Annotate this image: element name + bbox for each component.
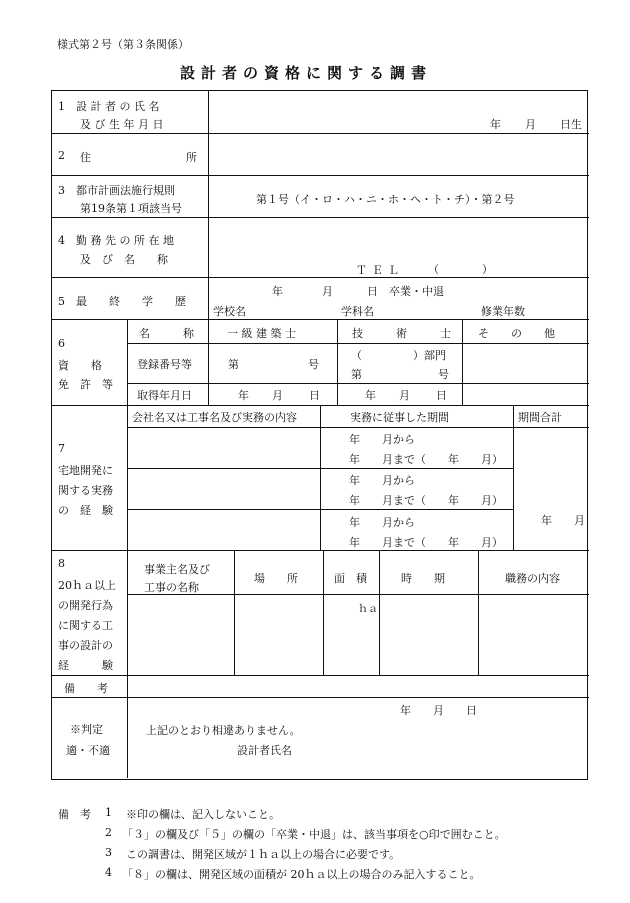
- signer-name-label: 設計者氏名: [237, 744, 292, 757]
- large-dev-label-1: 20ｈａ以上: [58, 579, 116, 592]
- address-input-area[interactable]: [212, 137, 582, 171]
- name-birthdate-label-2: 及 び 生 年 月 日: [80, 118, 164, 131]
- period-from-1: 年 月から: [349, 433, 415, 446]
- note-1-text: ※印の欄は、記入しないこと。: [126, 808, 280, 821]
- period-from-3: 年 月から: [349, 516, 415, 529]
- workplace-label-2: 及 び 名 称: [80, 253, 168, 266]
- department-open-paren: （: [351, 349, 362, 362]
- acq-day-1: 日: [309, 389, 320, 402]
- regulation-value[interactable]: 第１号（イ・ロ・ハ・ニ・ホ・ヘ・ト・チ）・第２号: [256, 193, 515, 206]
- acq-month-2: 月: [399, 389, 410, 402]
- name-input-area[interactable]: [212, 96, 482, 130]
- acq-year-1: 年: [238, 389, 249, 402]
- area-header: 面 積: [334, 572, 367, 585]
- name-birthdate-label: 1 設 計 者 の 氏 名: [58, 100, 160, 113]
- large-dev-label-3: に関する工: [58, 619, 113, 632]
- client-header-2: 工事の名称: [144, 581, 199, 594]
- registration-label: 登録番号等: [137, 358, 192, 371]
- note-2-text: 「３」の欄及び「５」の欄の「卒業・中退」は、該当事項を○印で囲むこと。: [122, 828, 506, 841]
- regulation-label-2: 第19条第１項該当号: [80, 202, 182, 215]
- license-label-b: 免 許 等: [58, 378, 113, 391]
- large-dev-label-2: の開発行為: [58, 599, 113, 612]
- signer-name-input[interactable]: [300, 738, 570, 758]
- tel-open-paren: （: [428, 263, 439, 276]
- study-years-label: 修業年数: [481, 305, 525, 318]
- school-name-label: 学校名: [213, 305, 246, 318]
- declaration-statement: 上記のとおり相違ありません。: [146, 724, 301, 737]
- department-close-paren: ）部門: [413, 349, 446, 362]
- total-period-value: 年 月: [541, 514, 585, 527]
- license-label-a: 資 格: [58, 359, 102, 372]
- page-title: 設計者の資格に関する調書: [180, 64, 433, 82]
- acq-month-1: 月: [272, 389, 283, 402]
- address-label-a: 住: [80, 151, 91, 164]
- birth-year-unit: 年: [490, 118, 501, 131]
- grad-status[interactable]: 日 卒業・中退: [367, 285, 444, 298]
- kenchikushi-header: 一 級 建 築 士: [227, 327, 296, 340]
- acq-day-2: 日: [436, 389, 447, 402]
- period-from-2: 年 月から: [349, 474, 415, 487]
- form-number: 様式第２号（第３条関係）: [57, 38, 189, 51]
- judgement-label: ※判定: [70, 723, 103, 736]
- department-label: 学科名: [341, 305, 374, 318]
- period-to-1: 年 月まで（ 年 月）: [349, 453, 503, 466]
- registration-dai: 第: [228, 358, 239, 371]
- workplace-label: 4 勤 務 先 の 所 在 地: [58, 234, 174, 247]
- license-number: 6: [58, 337, 65, 350]
- acq-year-2: 年: [365, 389, 376, 402]
- engineer-go: 号: [438, 368, 449, 381]
- regulation-label: 3 都市計画法施行規則: [58, 184, 175, 197]
- other-license-header: そ の 他: [478, 327, 555, 340]
- total-period-header: 期間合計: [518, 411, 562, 424]
- experience-label-2: 関する実務: [58, 484, 113, 497]
- experience-label-3: の 経 験: [58, 504, 113, 517]
- birth-month-unit: 月: [525, 118, 536, 131]
- notes-label: 備 考: [58, 808, 91, 821]
- note-1-number: 1: [105, 806, 112, 819]
- client-header-1: 事業主名及び: [144, 563, 210, 576]
- engineer-dai: 第: [351, 368, 362, 381]
- place-header: 場 所: [254, 572, 298, 585]
- grad-year-unit: 年: [272, 285, 283, 298]
- gijutsushi-header: 技 術 士: [352, 327, 451, 340]
- large-dev-number: 8: [58, 557, 65, 570]
- grad-month-unit: 月: [322, 285, 333, 298]
- note-4-text: 「８」の欄は、開発区域の面積が 20ｈａ以上の場合のみ記入すること。: [122, 868, 481, 881]
- period-to-3: 年 月まで（ 年 月）: [349, 536, 503, 549]
- timing-header: 時 期: [401, 572, 445, 585]
- duty-header: 職務の内容: [505, 572, 560, 585]
- note-4-number: 4: [105, 866, 112, 879]
- period-to-2: 年 月まで（ 年 月）: [349, 494, 503, 507]
- birth-day-unit: 日生: [560, 118, 582, 131]
- area-unit: ｈａ: [358, 604, 378, 615]
- tel-close-paren: ）: [482, 263, 493, 276]
- education-label: 5 最 終 学 歴: [58, 295, 186, 308]
- experience-number: 7: [58, 442, 65, 455]
- tel-label: ＴＥＬ: [356, 264, 404, 277]
- remarks-label: 備 考: [64, 682, 108, 695]
- address-number: 2: [58, 149, 65, 162]
- period-header: 実務に従事した期間: [350, 411, 449, 424]
- large-dev-label-5: 経 験: [58, 659, 113, 672]
- company-header: 会社名又は工事名及び実務の内容: [132, 411, 297, 424]
- note-3-text: この調書は、開発区域が１ｈａ以上の場合に必要です。: [126, 848, 401, 861]
- registration-go: 号: [308, 358, 319, 371]
- large-dev-label-4: 事の設計の: [58, 639, 113, 652]
- address-label-b: 所: [186, 151, 197, 164]
- experience-label-1: 宅地開発に: [58, 464, 113, 477]
- declaration-date: 年 月 日: [400, 704, 477, 717]
- license-name-header: 名 称: [139, 327, 194, 340]
- acquisition-date-label: 取得年月日: [137, 389, 192, 402]
- judgement-options: 適・不適: [66, 744, 110, 757]
- note-3-number: 3: [105, 846, 112, 859]
- remarks-input-area[interactable]: [130, 677, 584, 695]
- note-2-number: 2: [105, 826, 112, 839]
